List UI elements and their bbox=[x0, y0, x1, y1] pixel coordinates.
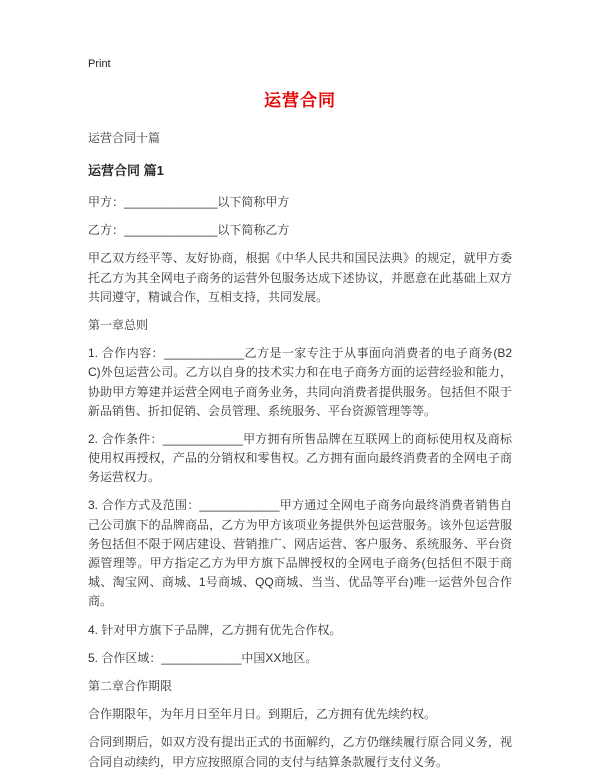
document-subtitle: 运营合同十篇 bbox=[88, 131, 161, 145]
chapter-1-heading: 第一章总则 bbox=[88, 317, 149, 332]
clause-4-paragraph: 4. 针对甲方旗下子品牌，乙方拥有优先合作权。 bbox=[88, 622, 342, 637]
term-paragraph: 合作期限年，为年月日至年月日。到期后，乙方拥有优先续约权。 bbox=[88, 707, 437, 722]
clause-1-paragraph: 1. 合作内容：____________乙方是一家专注于从事面向消费者的电子商务(B2C)外包运营公司。乙方以自身的技术实力和在电子商务方面的运营经验和能力，协助甲方筹建并运营全网电子商务业务，共同向消费者提供服务。包括但不限于新品销售、折扣促销、会员管理、系统服务、平台资源管理等等。 bbox=[88, 346, 512, 418]
clause-3-paragraph: 3. 合作方式及范围：____________甲方通过全网电子商务向最终消费者销售自己公司旗下的品牌商品，乙方为甲方该项业务提供外包运营服务。该外包运营服务包括但不限于网店建设、营销推广、网店运营、客户服务、系统服务、平台资源管理等。甲方指定乙方为甲方旗下品牌授权的全网电子商务(包括但不限于商城、淘宝网、商城、1号商城、QQ商城、当当、优品等平台)唯一运营外包合作商。 bbox=[88, 498, 512, 609]
party-b-line: 乙方：______________以下简称乙方 bbox=[88, 223, 290, 238]
document-title: 运营合同 bbox=[264, 91, 336, 110]
section-heading: 运营合同 篇1 bbox=[88, 163, 164, 178]
renewal-paragraph: 合同到期后，如双方没有提出正式的书面解约，乙方仍继续履行原合同义务，视合同自动续约，甲方应按照原合同的支付与结算条款履行支付义务。 bbox=[88, 735, 512, 769]
chapter-2-heading: 第二章合作期限 bbox=[88, 678, 173, 693]
print-link[interactable]: Print bbox=[88, 58, 111, 70]
preamble-paragraph: 甲乙双方经平等、友好协商，根据《中华人民共和国民法典》的规定，就甲方委托乙方为其全网电子商务的运营外包服务达成下述协议，并愿意在此基础上双方共同遵守，精诚合作，互相支持，共同发展。 bbox=[88, 251, 512, 304]
clause-5-paragraph: 5. 合作区域：____________中国XX地区。 bbox=[88, 650, 318, 665]
party-a-line: 甲方：______________以下简称甲方 bbox=[88, 195, 290, 209]
clause-2-paragraph: 2. 合作条件：____________甲方拥有所售品牌在互联网上的商标使用权及商标使用权再授权，产品的分销权和零售权。乙方拥有面向最终消费者的全网电子商务运营权力。 bbox=[88, 431, 512, 485]
